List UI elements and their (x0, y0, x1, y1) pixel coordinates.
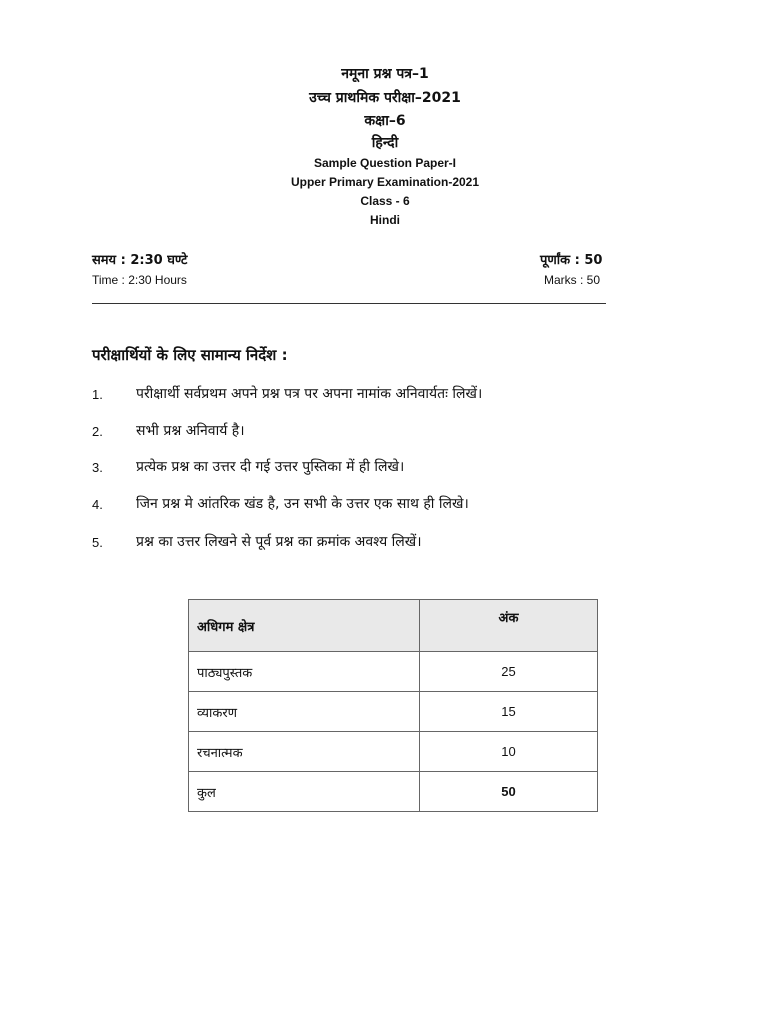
table-header-row (189, 600, 598, 652)
title-english-line2: Upper Primary Examination-2021 (290, 175, 480, 189)
instruction-number: 4. (92, 497, 103, 512)
marks-hindi: पूर्णांक : 50 (540, 253, 603, 268)
title-english-line4: Hindi (370, 213, 400, 227)
header-divider (92, 303, 606, 304)
instructions-heading: परीक्षार्थियों के लिए सामान्य निर्देश : (92, 346, 288, 364)
instruction-text: सभी प्रश्न अनिवार्य है। (136, 423, 245, 439)
title-hindi-line1: नमूना प्रश्न पत्र–1 (341, 66, 429, 82)
instruction-number: 5. (92, 535, 103, 550)
instruction-number: 3. (92, 460, 103, 475)
cell-marks: 25 (420, 652, 598, 692)
instruction-text: प्रत्येक प्रश्न का उत्तर दी गई उत्तर पुस्तिका में ही लिखे। (136, 459, 405, 475)
instruction-text: परीक्षार्थी सर्वप्रथम अपने प्रश्न पत्र पर अपना नामांक अनिवार्यतः लिखें। (136, 386, 483, 402)
title-hindi-line3: कक्षा–6 (364, 113, 406, 129)
header-learning-area: अधिगम क्षेत्र (189, 600, 420, 652)
marks-english: Marks : 50 (544, 273, 601, 287)
title-hindi-line4: हिन्दी (371, 135, 399, 151)
time-hindi: समय : 2:30 घण्टे (92, 253, 188, 268)
table-row (189, 732, 598, 772)
table-row (189, 692, 598, 732)
cell-area: व्याकरण (189, 692, 420, 732)
instruction-text: प्रश्न का उत्तर लिखने से पूर्व प्रश्न का क्रमांक अवश्य लिखें। (136, 534, 422, 550)
header-marks: अंक (420, 600, 598, 652)
cell-marks: 10 (420, 732, 598, 772)
title-english-line3: Class - 6 (360, 194, 410, 208)
cell-area-total: कुल (189, 772, 420, 812)
table-row-total (189, 772, 598, 812)
cell-marks: 15 (420, 692, 598, 732)
time-english: Time : 2:30 Hours (92, 273, 187, 287)
table-row (189, 652, 598, 692)
instruction-text: जिन प्रश्न मे आंतरिक खंड है, उन सभी के उत्तर एक साथ ही लिखे। (136, 496, 469, 512)
instruction-number: 1. (92, 387, 103, 402)
title-hindi-line2: उच्च प्राथमिक परीक्षा–2021 (309, 90, 461, 106)
cell-area: रचनात्मक (189, 732, 420, 772)
marks-distribution-table (188, 599, 598, 812)
cell-marks-total: 50 (420, 772, 598, 812)
instruction-number: 2. (92, 424, 103, 439)
title-english-line1: Sample Question Paper-I (313, 156, 457, 170)
cell-area: पाठ्यपुस्तक (189, 652, 420, 692)
